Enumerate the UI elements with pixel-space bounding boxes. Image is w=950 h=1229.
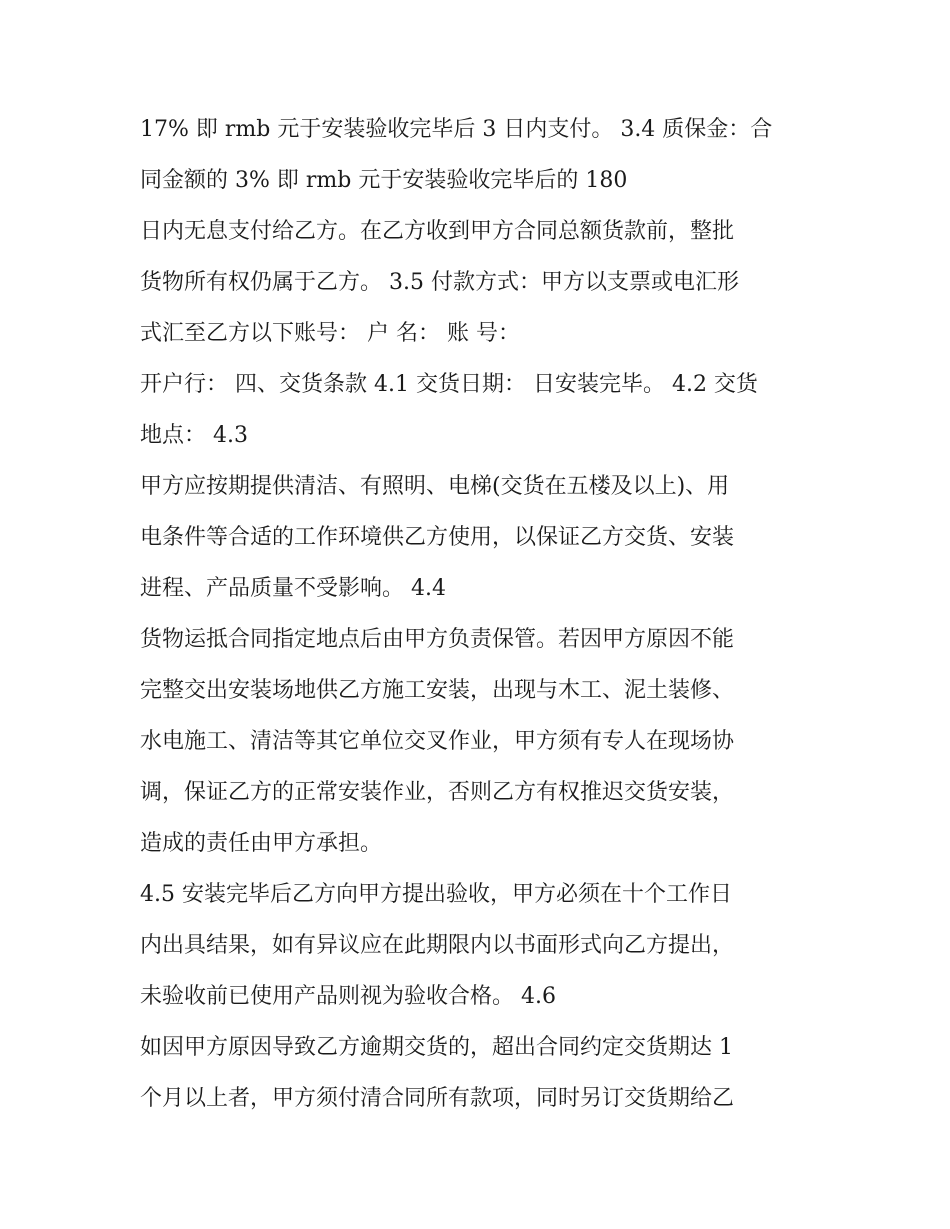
text-line: 电条件等合适的工作环境供乙方使用，以保证乙方交货、安装 — [140, 525, 735, 550]
text-line: 如因甲方原因导致乙方逾期交货的，超出合同约定交货期达 1 — [140, 1035, 733, 1060]
text-line: 地点： 4.3 — [140, 423, 248, 448]
text-line: 内出具结果，如有异议应在此期限内以书面形式向乙方提出， — [140, 933, 735, 958]
text-line: 货物所有权仍属于乙方。 3.5 付款方式：甲方以支票或电汇形 — [140, 270, 739, 295]
text-line: 进程、产品质量不受影响。 4.4 — [140, 576, 446, 601]
text-line: 同金额的 3% 即 rmb 元于安装验收完毕后的 180 — [140, 168, 628, 193]
text-line: 未验收前已使用产品则视为验收合格。 4.6 — [140, 984, 556, 1009]
text-line: 货物运抵合同指定地点后由甲方负责保管。若因甲方原因不能 — [140, 627, 735, 652]
text-line: 水电施工、清洁等其它单位交叉作业，甲方须有专人在现场协 — [140, 729, 735, 754]
text-line: 造成的责任由甲方承担。 — [140, 831, 383, 856]
text-line: 17% 即 rmb 元于安装验收完毕后 3 日内支付。 3.4 质保金：合 — [140, 117, 773, 142]
text-line: 开户行： 四、交货条款 4.1 交货日期： 日安装完毕。 4.2 交货 — [140, 372, 758, 397]
text-line: 完整交出安装场地供乙方施工安装，出现与木工、泥土装修、 — [140, 678, 735, 703]
text-line: 日内无息支付给乙方。在乙方收到甲方合同总额货款前，整批 — [140, 219, 735, 244]
contract-text — [140, 104, 820, 1124]
text-line: 式汇至乙方以下账号： 户 名： 账 号： — [140, 321, 520, 346]
text-line: 调，保证乙方的正常安装作业，否则乙方有权推迟交货安装， — [140, 780, 735, 805]
text-line: 甲方应按期提供清洁、有照明、电梯(交货在五楼及以上)、用 — [140, 474, 730, 499]
text-line: 个月以上者，甲方须付清合同所有款项，同时另订交货期给乙 — [140, 1086, 735, 1111]
text-line: 4.5 安装完毕后乙方向甲方提出验收，甲方必须在十个工作日 — [140, 882, 732, 907]
